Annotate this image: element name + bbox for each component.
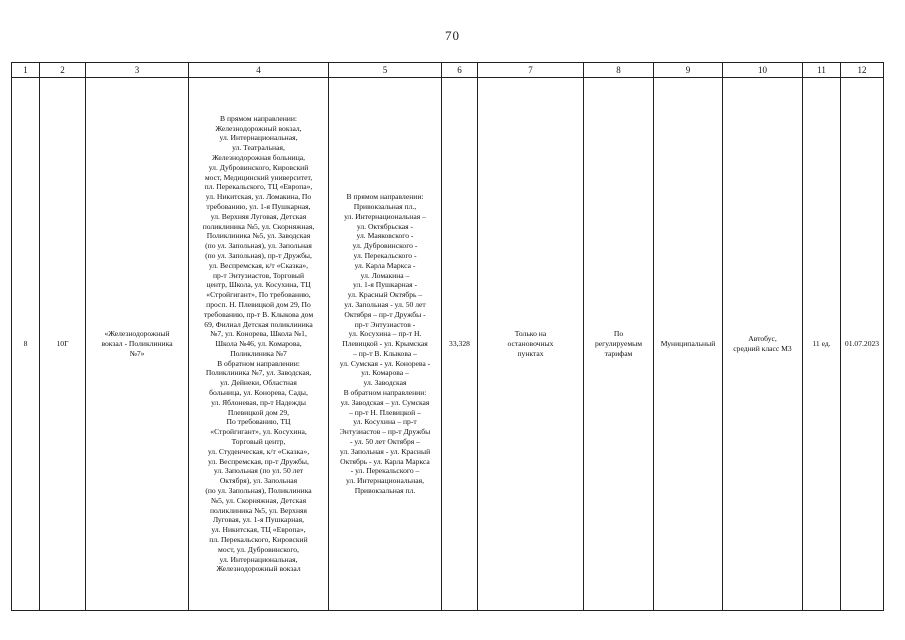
table-row — [12, 78, 884, 611]
stops-line: просп. Н. Плевицкой дом 29, По — [206, 299, 311, 309]
streets-line: ул. Интернациональная, — [345, 476, 425, 486]
stops-line: Поликлиника №7, ул. Заводская, — [205, 368, 312, 378]
row-number-cell: 8 — [12, 78, 40, 611]
header-cell: 9 — [654, 63, 723, 78]
stops-line: ул. Веспремская, к/т «Сказка», — [208, 260, 309, 270]
stops-line: ул. Никитская, ТЦ «Европа», — [211, 525, 306, 535]
stops-line: ул. Интернациональная, — [219, 133, 298, 143]
vehicle-count-cell: 11 ед. — [803, 78, 841, 611]
stops-line: Октября), ул. Запольная — [219, 476, 298, 486]
header-cell: 5 — [329, 63, 442, 78]
stops-line: Луговая, ул. 1-я Пушкарная, — [212, 515, 305, 525]
route-name-line: «Железнодорожный — [104, 329, 170, 339]
page-number: 70 — [445, 28, 460, 43]
stops-line: Железнодорожный вокзал — [216, 564, 301, 574]
start-date-cell: 01.07.2023 — [841, 78, 884, 611]
stops-line: мост, Медицинский университет, — [204, 172, 313, 182]
streets-line: ул. Ломакина – — [360, 270, 410, 280]
streets-line: Октябрь - ул. Карла Маркса — [340, 456, 430, 466]
stops-line: поликлиника №5, ул. Скорняжная, — [202, 221, 315, 231]
stops-line: По требованию, ТЦ — [226, 417, 291, 427]
stops-line: пр-т Энтузиастов, Торговый — [212, 270, 305, 280]
vehicle-cell — [723, 78, 803, 611]
streets-cell — [329, 78, 442, 611]
header-cell: 3 — [86, 63, 189, 78]
streets-line: ул. Косухина – пр-т Н. — [348, 329, 422, 339]
stops-line: ул. Веспремская, пр-т Дружбы, — [208, 456, 309, 466]
streets-line: ул. Дубровинского - — [352, 241, 418, 251]
route-name-line: №7» — [129, 348, 145, 358]
route-name-cell — [86, 78, 189, 611]
vehicle-line: средний класс М3 — [733, 344, 792, 353]
stops-line: «Стройгигант», По требованию, — [206, 290, 311, 300]
stops-line: Поликлиника №5, ул. Заводская — [206, 231, 311, 241]
streets-line: – пр-т В. Клыкова – — [353, 348, 417, 358]
streets-line: ул. Красный Октябрь – — [347, 290, 423, 300]
stops-cell — [189, 78, 329, 611]
stops-line: 69, Филиал Детская поликлиника — [204, 319, 313, 329]
stops-line: ул. Студенческая, к/т «Сказка», — [207, 446, 310, 456]
stops-line: Школа №46, ул. Комарова, — [215, 339, 302, 349]
boarding-order-line: Только на — [514, 329, 547, 339]
streets-line: Энтузиастов – пр-т Дружбы — [339, 427, 431, 437]
stops-line: требованию, пр-т В. Клыкова дом — [203, 309, 314, 319]
streets-line: ул. Косухина – пр-т — [353, 417, 417, 427]
stops-line: (по ул. Запольная), пр-т Дружбы, — [205, 250, 312, 260]
streets-line: Привокзальная пл., — [353, 201, 417, 211]
tariff-line: тарифам — [604, 348, 633, 358]
streets-line: ул. Карла Маркса - — [354, 260, 416, 270]
ownership-cell: Муниципальный — [654, 78, 723, 611]
stops-line: В прямом направлении: — [220, 113, 297, 123]
streets-line: ул. Октябрьская - — [356, 221, 414, 231]
length-cell: 33,328 — [442, 78, 478, 611]
streets-line: ул. Запольная - ул. Красный — [339, 446, 431, 456]
streets-line: ул. Интернациональная – — [344, 211, 426, 221]
stops-line: В обратном направлении: — [217, 358, 300, 368]
header-cell: 12 — [841, 63, 884, 78]
stops-line: Плевицкой дом 29, — [227, 407, 290, 417]
stops-line: ул. Дейнеки, Областная — [220, 378, 297, 388]
header-cell: 2 — [40, 63, 86, 78]
boarding-order-cell — [478, 78, 584, 611]
stops-line: Железнодорожная больница, — [211, 152, 306, 162]
stops-line: требованию, ул. 1-я Пушкарная, — [206, 201, 311, 211]
streets-line: Октября – пр-т Дружбы - — [344, 309, 426, 319]
stops-line: ул. Дубровинского, Кировский — [208, 162, 309, 172]
stops-line: пл. Перекальского, ТЦ «Европа», — [204, 182, 313, 192]
boarding-order-line: остановочных — [507, 339, 554, 349]
tariff-line: По — [613, 329, 624, 339]
stops-line: ул. Верхняя Луговая, Детская — [210, 211, 307, 221]
stops-line: ул. Запольная (по ул. 50 лет — [213, 466, 304, 476]
header-cell: 10 — [723, 63, 803, 78]
stops-line: ул. Театральная, — [232, 143, 285, 153]
stops-line: ул. Интернациональная, — [219, 554, 298, 564]
streets-line: ул. Маяковского - — [356, 231, 414, 241]
streets-line: ул. Перекальского - — [353, 250, 417, 260]
stops-line: Железнодорожный вокзал, — [215, 123, 302, 133]
streets-line: ул. Сумская - ул. Конорева - — [339, 358, 431, 368]
tariff-line: регулируемым — [594, 339, 643, 349]
stops-line: ул. Яблоневая, пр-т Надежды — [211, 397, 306, 407]
stops-line: «Стройгигант», ул. Косухина, — [210, 427, 307, 437]
header-cell: 4 — [189, 63, 329, 78]
stops-line: №7, ул. Конорева, Школа №1, — [210, 329, 307, 339]
streets-line: - ул. 50 лет Октября – — [350, 437, 420, 447]
stops-line: Торговый центр, — [231, 437, 286, 447]
header-cell: 1 — [12, 63, 40, 78]
vehicle-line: Автобус, — [748, 334, 777, 344]
stops-line: Поликлиника №7 — [230, 348, 287, 358]
stops-line: №5, ул. Скорняжная, Детская — [210, 495, 307, 505]
header-cell: 11 — [803, 63, 841, 78]
stops-line: поликлиника №5, ул. Верхняя — [209, 505, 308, 515]
streets-line: В обратном направлении: — [343, 388, 427, 398]
stops-line: (по ул. Запольная), Поликлиника — [205, 486, 312, 496]
stops-line: мост, ул. Дубровинского, — [218, 544, 299, 554]
tariff-cell — [584, 78, 654, 611]
streets-line: - ул. Перекальского – — [350, 466, 420, 476]
route-table — [11, 62, 884, 611]
streets-line: ул. Заводская – ул. Сумская — [340, 397, 430, 407]
streets-line: ул. Комарова – — [361, 368, 409, 378]
stops-line: ул. Никитская, ул. Ломакина, По — [205, 192, 312, 202]
streets-line: ул. 1-я Пушкарная - — [353, 280, 417, 290]
route-name-line: вокзал - Поликлиника — [101, 339, 173, 349]
streets-line: ул. Заводская — [363, 378, 407, 388]
stops-line: пл. Перекальского, Кировский — [209, 535, 308, 545]
streets-line: ул. Запольная - ул. 50 лет — [344, 299, 426, 309]
streets-line: Привокзальная пл. — [354, 486, 416, 496]
streets-line: – пр-т Н. Плевицкой – — [349, 407, 421, 417]
stops-line: (по ул. Запольная), ул. Запольная — [205, 241, 312, 251]
stops-line: больница, ул. Конорева, Сады, — [209, 388, 308, 398]
route-number-cell: 10Г — [40, 78, 86, 611]
streets-line: Плевицкой - ул. Крымская — [342, 339, 428, 349]
header-row — [12, 63, 884, 78]
streets-line: В прямом направлении: — [346, 192, 424, 202]
header-cell: 7 — [478, 63, 584, 78]
boarding-order-line: пунктах — [517, 348, 544, 358]
streets-line: пр-т Энтузиастов - — [354, 319, 416, 329]
header-cell: 6 — [442, 63, 478, 78]
stops-line: центр, Школа, ул. Косухина, ТЦ — [206, 280, 311, 290]
header-cell: 8 — [584, 63, 654, 78]
